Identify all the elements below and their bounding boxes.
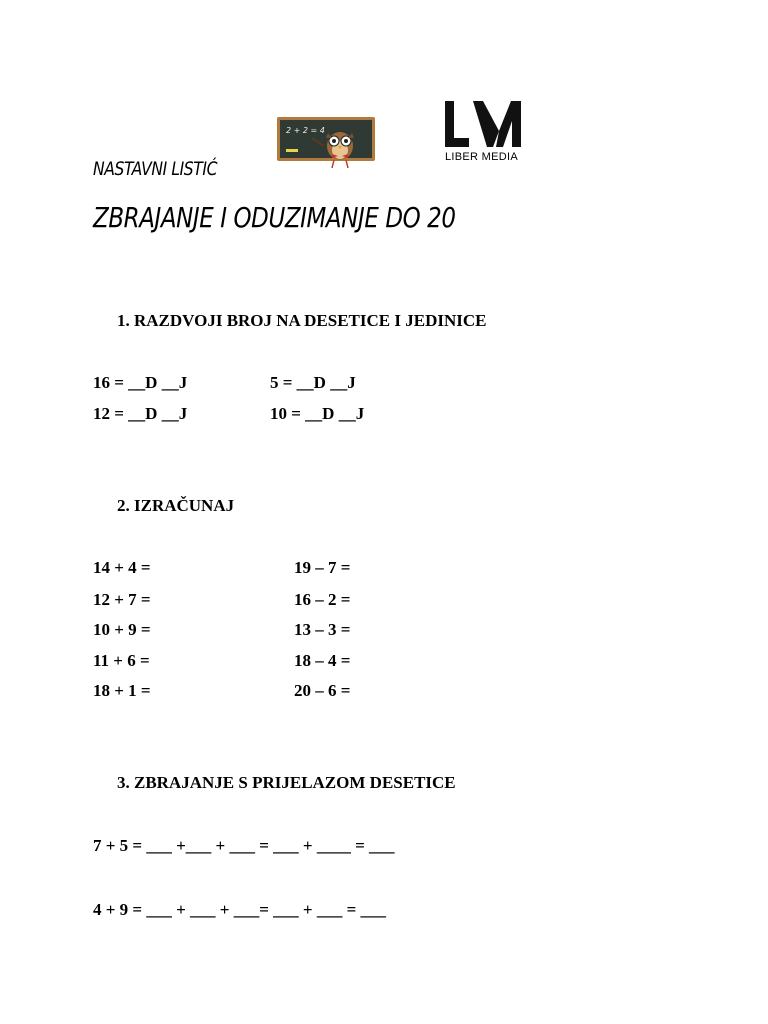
liber-media-logo — [443, 101, 525, 163]
section-2-row-4-right: 18 – 4 = — [294, 651, 351, 670]
worksheet-subtitle: NASTAVNI LISTIĆ — [93, 158, 218, 180]
section-2-row-1-left: 14 + 4 = — [93, 558, 151, 577]
section-1-row-1-right: 5 = __D __J — [270, 373, 356, 392]
section-1-heading: 1. RAZDVOJI BROJ NA DESETICE I JEDINICE — [117, 311, 487, 330]
section-3-heading: 3. ZBRAJANJE S PRIJELAZOM DESETICE — [117, 773, 456, 792]
section-2-row-3-right: 13 – 3 = — [294, 620, 351, 639]
section-3-row-1: 7 + 5 = ___ +___ + ___ = ___ + ____ = ___ — [93, 836, 395, 855]
section-2-row-4-left: 11 + 6 = — [93, 651, 150, 670]
chalkboard-owl-illustration — [276, 116, 376, 170]
worksheet-title: ZBRAJANJE I ODUZIMANJE DO 20 — [93, 201, 456, 234]
owl-teacher-icon — [276, 116, 376, 170]
section-2-row-5-right: 20 – 6 = — [294, 681, 351, 700]
section-1-row-1-left: 16 = __D __J — [93, 373, 188, 392]
section-3-row-2: 4 + 9 = ___ + ___ + ___= ___ + ___ = ___ — [93, 900, 387, 919]
board-equation: 2 + 2 = 4 — [286, 126, 325, 135]
section-2-row-2-left: 12 + 7 = — [93, 590, 151, 609]
logo-text: LIBER MEDIA — [445, 151, 518, 163]
lm-logo-icon — [443, 101, 523, 147]
section-2-row-5-left: 18 + 1 = — [93, 681, 151, 700]
section-1-row-2-right: 10 = __D __J — [270, 404, 365, 423]
section-2-row-1-right: 19 – 7 = — [294, 558, 351, 577]
section-2-row-3-left: 10 + 9 = — [93, 620, 151, 639]
section-2-row-2-right: 16 – 2 = — [294, 590, 351, 609]
section-2-heading: 2. IZRAČUNAJ — [117, 496, 235, 515]
section-1-row-2-left: 12 = __D __J — [93, 404, 188, 423]
